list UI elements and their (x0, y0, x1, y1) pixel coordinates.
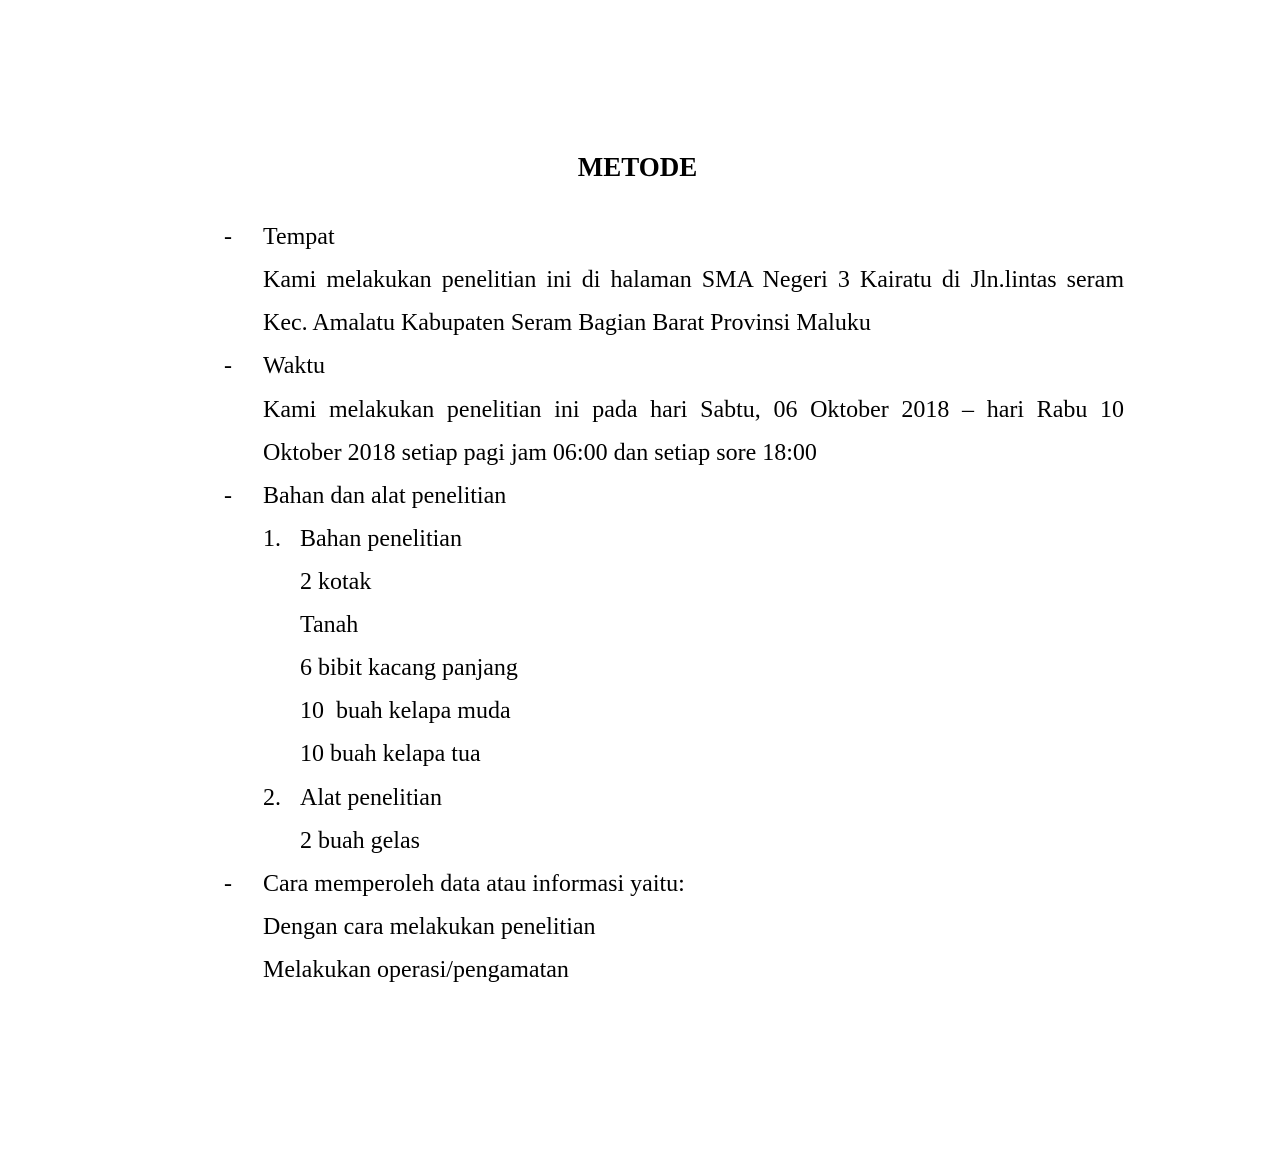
section-heading-tempat: Tempat (263, 224, 335, 250)
list-item: 6 bibit kacang panjang (300, 655, 518, 681)
waktu-text-line-1: Kami melakukan penelitian ini pada hari Sabtu, 06 Oktober 2018 – hari Rabu 10 (263, 397, 1124, 423)
list-number: 1. (263, 526, 281, 552)
page-title: METODE (577, 152, 698, 182)
list-item: 2 buah gelas (300, 828, 420, 854)
bullet-dash: - (224, 353, 232, 379)
list-item: 2 kotak (300, 569, 372, 595)
waktu-text-line-2: Oktober 2018 setiap pagi jam 06:00 dan setiap sore 18:00 (263, 440, 817, 466)
tempat-text-line-1: Kami melakukan penelitian ini di halaman SMA Negeri 3 Kairatu di Jln.lintas seram (263, 267, 1124, 293)
list-item: 10 buah kelapa muda (300, 698, 511, 724)
bullet-dash: - (224, 871, 232, 897)
list-item: Tanah (300, 612, 359, 638)
bahan-heading: Bahan penelitian (300, 526, 462, 552)
section-heading-cara: Cara memperoleh data atau informasi yaitu: (263, 871, 685, 897)
list-item: Melakukan operasi/pengamatan (263, 957, 569, 983)
bullet-dash: - (224, 224, 232, 250)
list-item: 10 buah kelapa tua (300, 741, 481, 767)
alat-heading: Alat penelitian (300, 785, 442, 811)
section-heading-waktu: Waktu (263, 353, 326, 379)
section-heading-bahan-alat: Bahan dan alat penelitian (263, 483, 507, 509)
list-number: 2. (263, 785, 281, 811)
bullet-dash: - (224, 483, 232, 509)
tempat-text-line-2: Kec. Amalatu Kabupaten Seram Bagian Barat Provinsi Maluku (263, 310, 871, 336)
list-item: Dengan cara melakukan penelitian (263, 914, 596, 940)
